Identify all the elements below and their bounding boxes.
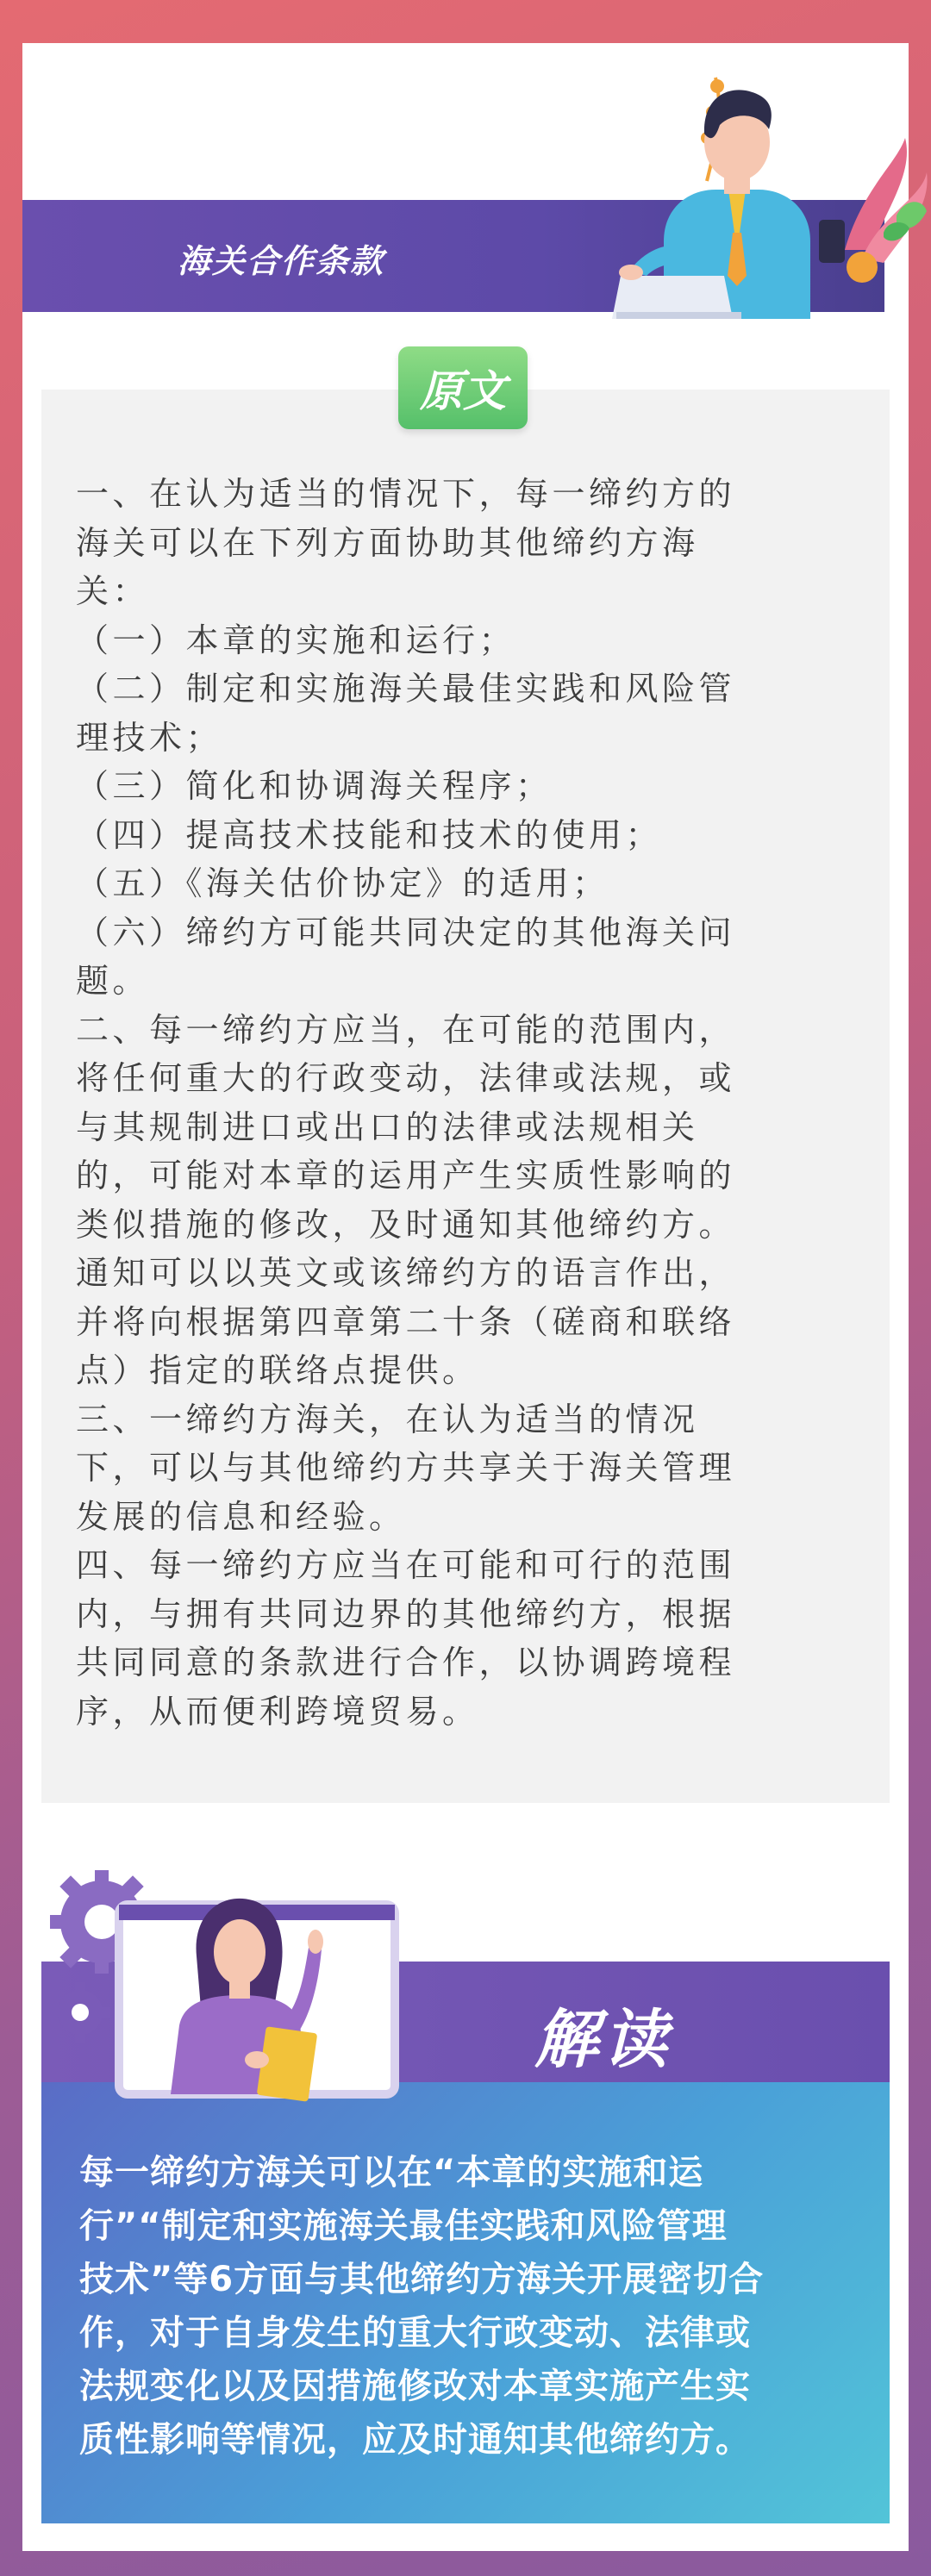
original-line: 并将向根据第四章第二十条（磋商和联络 xyxy=(76,1302,736,1341)
original-line: （六）缔约方可能共同决定的其他海关问 xyxy=(76,913,736,951)
original-line: 将任何重大的行政变动，法律或法规，或 xyxy=(76,1059,736,1097)
original-line: 一、在认为适当的情况下，每一缔约方的 xyxy=(76,475,736,513)
original-line: 内，与拥有共同边界的其他缔约方，根据 xyxy=(76,1594,736,1633)
original-line: 四、每一缔约方应当在可能和可行的范围 xyxy=(76,1546,736,1584)
original-line: 与其规制进口或出口的法律或法规相关 xyxy=(76,1107,699,1146)
original-line: 共同同意的条款进行合作，以协调跨境程 xyxy=(76,1644,736,1681)
businessman-illustration-icon xyxy=(586,60,931,319)
interpretation-line: 技术”等6方面与其他缔约方海关开展密切合 xyxy=(79,2260,765,2299)
original-line: 通知可以以英文或该缔约方的语言作出， xyxy=(76,1254,736,1292)
original-line: （一）本章的实施和运行； xyxy=(76,621,516,659)
interpretation-line: 行”“制定和实施海关最佳实践和风险管理 xyxy=(79,2206,728,2246)
interpretation-line: 法规变化以及因措施修改对本章实施产生实 xyxy=(79,2367,751,2406)
interpretation-line: 每一缔约方海关可以在“本章的实施和运 xyxy=(79,2153,704,2192)
original-text-badge: 原文 xyxy=(398,346,528,429)
original-line: 理技术； xyxy=(76,718,223,757)
original-line: 三、一缔约方海关，在认为适当的情况 xyxy=(76,1400,699,1438)
original-line: 二、每一缔约方应当，在可能的范围内， xyxy=(76,1010,736,1049)
interpretation-title: 解读 xyxy=(534,2003,672,2077)
interpretation-line: 质性影响等情况，应及时通知其他缔约方。 xyxy=(79,2420,751,2460)
original-line: 的，可能对本章的运用产生实质性影响的 xyxy=(76,1157,736,1194)
interpretation-text-body xyxy=(79,2146,855,2467)
original-line: （三）简化和协调海关程序； xyxy=(76,767,553,805)
header-title: 海关合作条款 xyxy=(178,242,385,280)
original-line: （二）制定和实施海关最佳实践和风险管 xyxy=(76,670,736,708)
original-text-body xyxy=(76,470,860,1736)
original-line: 下，可以与其他缔约方共享关于海关管理 xyxy=(76,1449,736,1487)
original-line: 类似措施的修改，及时通知其他缔约方。 xyxy=(76,1205,736,1244)
original-line: 海关可以在下列方面协助其他缔约方海 xyxy=(76,523,699,562)
original-line: 关： xyxy=(76,572,150,610)
woman-presenter-illustration-icon xyxy=(41,1853,421,2129)
interpretation-line: 作，对于自身发生的重大行政变动、法律或 xyxy=(79,2313,751,2353)
original-line: 题。 xyxy=(76,962,150,1000)
original-line: 点）指定的联络点提供。 xyxy=(76,1351,479,1389)
original-line: 序，从而便利跨境贸易。 xyxy=(76,1692,479,1731)
original-line: 发展的信息和经验。 xyxy=(76,1497,406,1536)
original-line: （五）《海关估价协定》的适用； xyxy=(76,864,609,902)
original-line: （四）提高技术技能和技术的使用； xyxy=(76,815,663,854)
